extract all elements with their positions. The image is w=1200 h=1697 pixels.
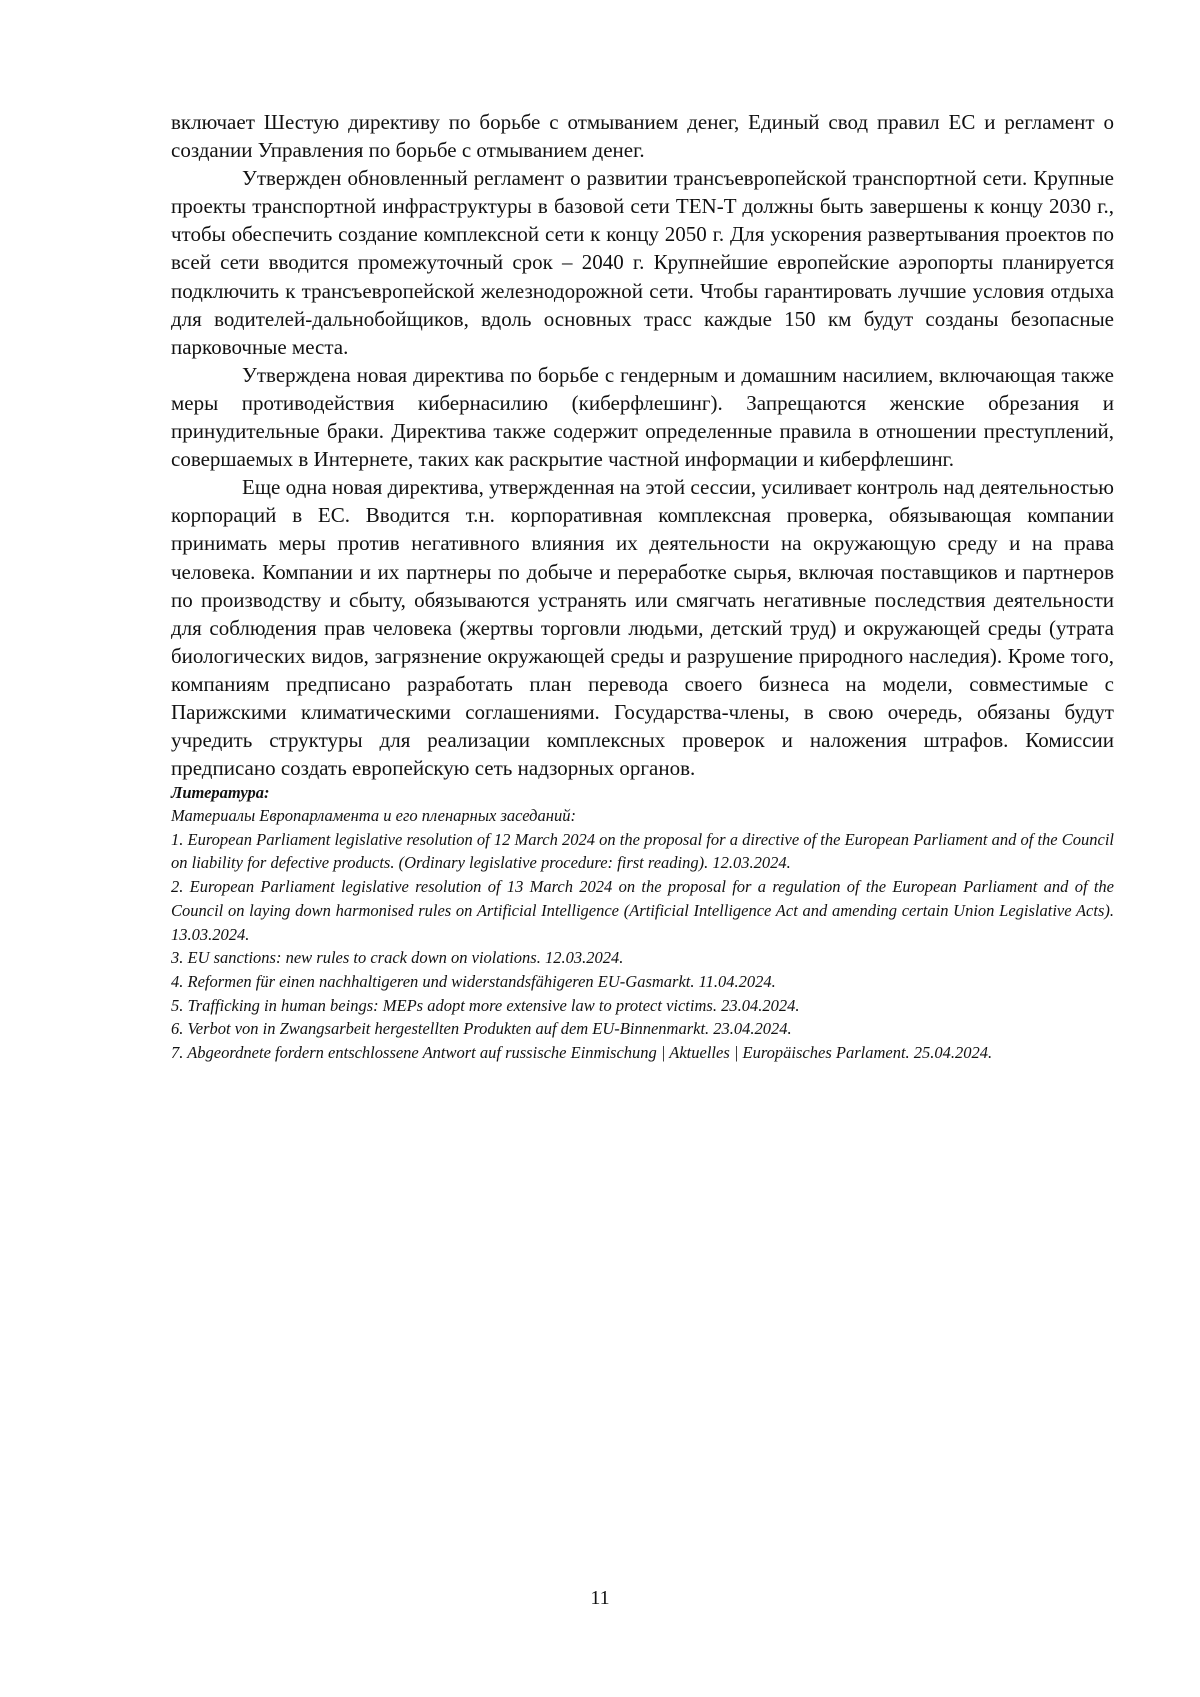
- references-heading: Литература:: [171, 783, 270, 803]
- body-paragraph: Утверждена новая директива по борьбе с гендерным и домашним насилием, включающая также меры противодействия кибернасилию (киберфлешинг). Запрещаются женские обрезания и принудительные браки. Директива также содержит определенные правила в отношении преступлений, совершаемых в Интернете, таких как раскрытие частной информации и киберфлешинг.: [171, 362, 1114, 472]
- reference-item: 3. EU sanctions: new rules to crack down on violations. 12.03.2024.: [171, 948, 624, 968]
- page-content: [171, 108, 1114, 1065]
- reference-item: 2. European Parliament legislative resolution of 13 March 2024 on the proposal for a regulation of the European Parliament and of the Council on laying down harmonised rules on Artificial Intelligence (Artificial Intelligence Act and amending certain Union Legislative Acts). 13.03.2024.: [171, 877, 1114, 944]
- reference-item: 6. Verbot von in Zwangsarbeit hergestellten Produkten auf dem EU-Binnenmarkt. 23.04.2024.: [171, 1019, 792, 1039]
- reference-item: 1. European Parliament legislative resolution of 12 March 2024 on the proposal for a directive of the European Parliament and of the Council on liability for defective products. (Ordinary legislative procedure: first reading). 12.03.2024.: [171, 829, 1114, 873]
- body-paragraph: включает Шестую директиву по борьбе с отмыванием денег, Единый свод правил ЕС и регламент о создании Управления по борьбе с отмыванием денег.: [171, 110, 1114, 163]
- page-number: 11: [590, 1587, 610, 1609]
- body-paragraph: Утвержден обновленный регламент о развитии трансъевропейской транспортной сети. Крупные проекты транспортной инфраструктуры в базовой сети TEN-T должны быть завершены к концу 2030 г., чтобы обеспечить создание комплексной сети к концу 2050 г. Для ускорения развертывания проектов по всей сети вводится промежуточный срок – 2040 г. Крупнейшие европейские аэропорты планируется подключить к трансъевропейской железнодорожной сети. Чтобы гарантировать лучшие условия отдыха для водителей-дальнобойщиков, вдоль основных трасс каждые 150 км будут созданы безопасные парковочные места.: [171, 166, 1114, 359]
- reference-item: 4. Reformen für einen nachhaltigeren und widerstandsfähigeren EU-Gasmarkt. 11.04.2024.: [171, 971, 776, 991]
- reference-item: 5. Trafficking in human beings: MEPs adopt more extensive law to protect victims. 23.04.2024.: [171, 995, 800, 1015]
- reference-item: 7. Abgeordnete fordern entschlossene Antwort auf russische Einmischung | Aktuelles | Europäisches Parlament. 25.04.2024.: [171, 1043, 993, 1063]
- references-list: [171, 828, 1114, 1065]
- references-section: [171, 782, 1114, 1065]
- references-subheading: Материалы Европарламента и его пленарных заседаний:: [171, 806, 576, 826]
- body-paragraph: Еще одна новая директива, утвержденная на этой сессии, усиливает контроль над деятельностью корпораций в ЕС. Вводится т.н. корпоративная комплексная проверка, обязывающая компании принимать меры против негативного влияния их деятельности на окружающую среду и на права человека. Компании и их партнеры по добыче и переработке сырья, включая поставщиков и партнеров по производству и сбыту, обязываются устранять или смягчать негативные последствия деятельности для соблюдения прав человека (жертвы торговли людьми, детский труд) и окружающей среды (утрата биологических видов, загрязнение окружающей среды и разрушение природного наследия). Кроме того, компаниям предписано разработать план перевода своего бизнеса на модели, совместимые с Парижскими климатическими соглашениями. Государства-члены, в свою очередь, обязаны будут учредить структуры для реализации комплексных проверок и наложения штрафов. Комиссии предписано создать европейскую сеть надзорных органов.: [171, 475, 1114, 781]
